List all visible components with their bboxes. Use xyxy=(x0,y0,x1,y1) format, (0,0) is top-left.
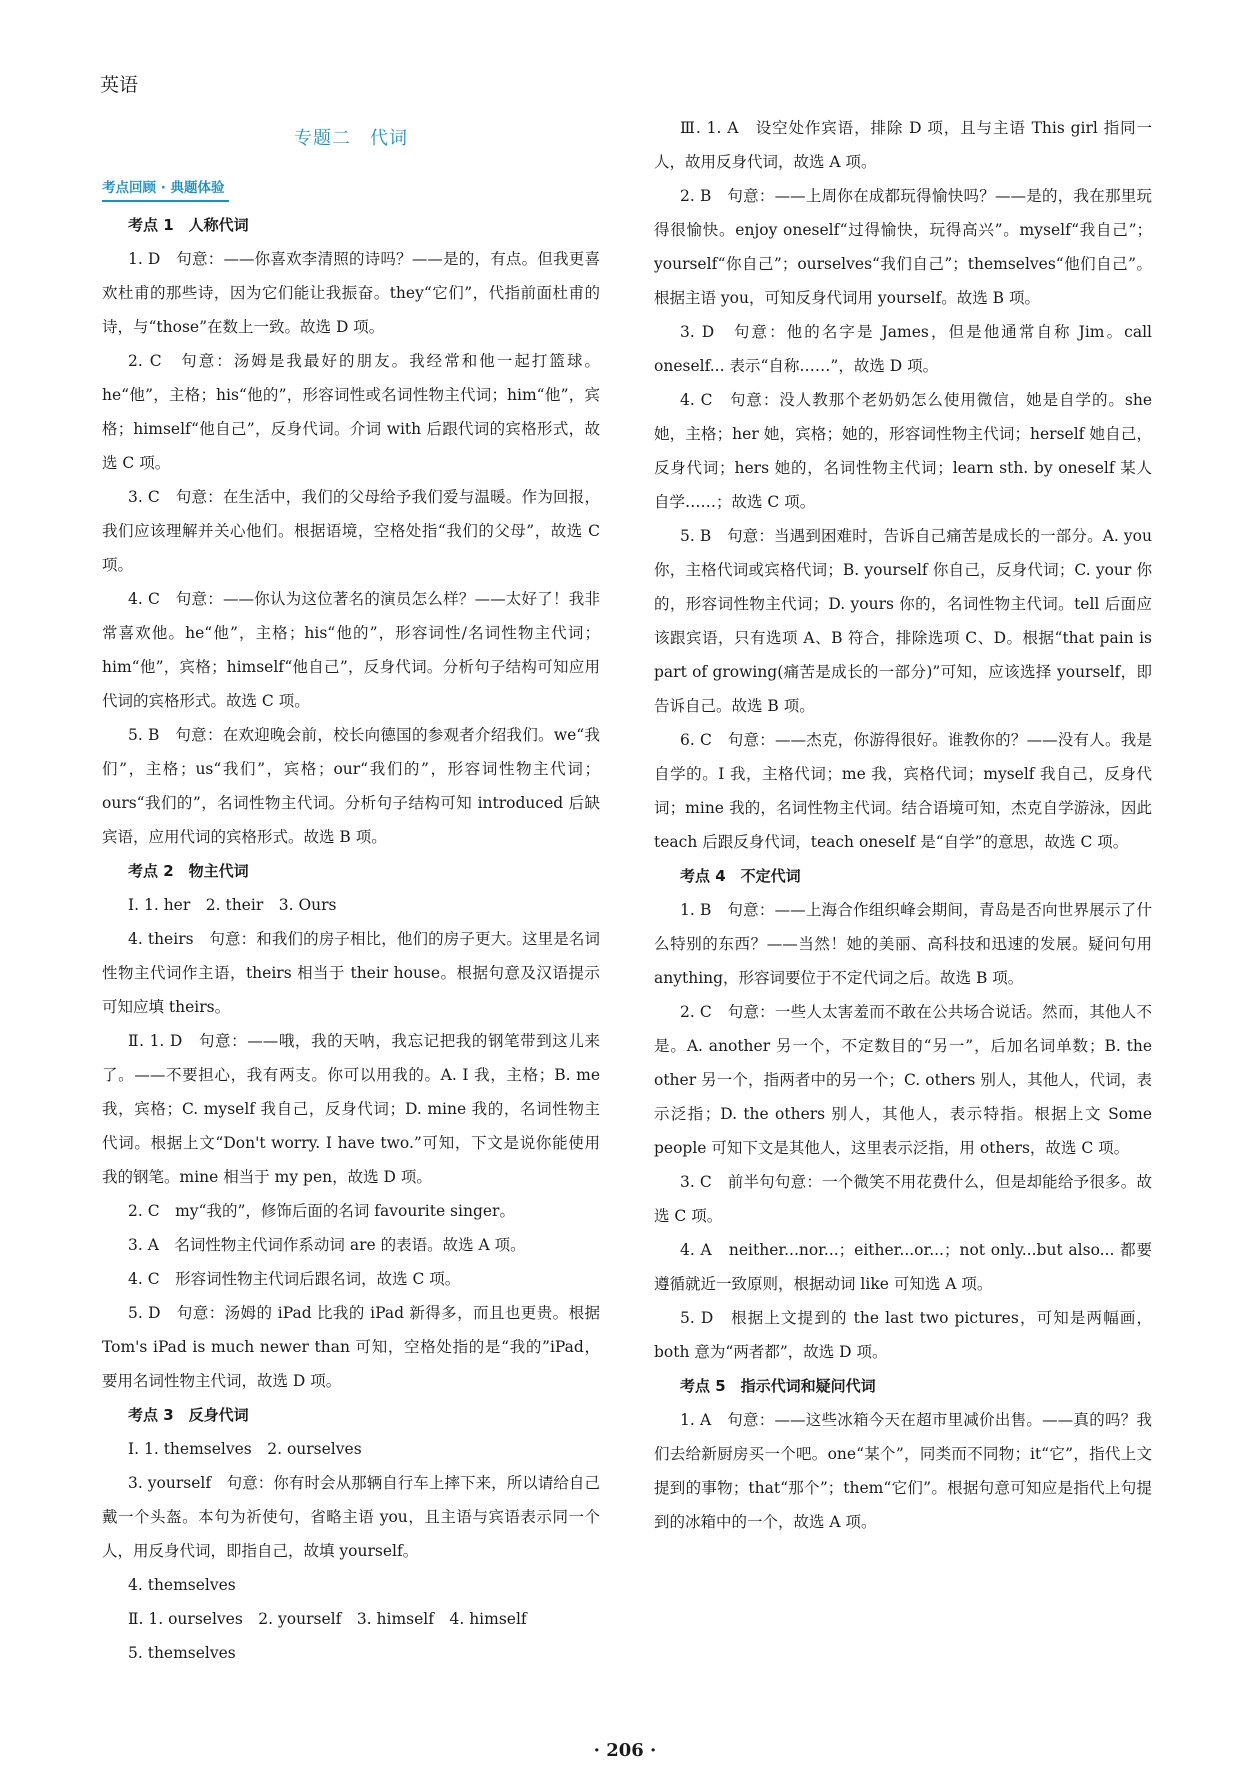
answer-paragraph: 4. A neither...nor...；either...or...；not only...but also... 都要遵循就近一致原则，根据动词 like 可知选 A 项。 xyxy=(654,1241,1152,1293)
topic-heading: 考点 1 人称代词 xyxy=(128,216,249,234)
right-column-body xyxy=(654,111,1152,1539)
left-column-body xyxy=(102,208,600,1670)
answer-paragraph: 2. C my“我的”，修饰后面的名词 favourite singer。 xyxy=(128,1202,515,1220)
answer-paragraph: Ⅰ. 1. her 2. their 3. Ours xyxy=(128,896,337,914)
answer-paragraph: 1. A 句意：——这些冰箱今天在超市里减价出售。——真的吗？我们去给新厨房买一个吧。one“某个”，同类而不同物；it“它”，指代上文提到的事物；that“那个”；them“它们”。根据句意可知应是指代上句提到的冰箱中的一个，故选 A 项。 xyxy=(654,1411,1152,1531)
answer-paragraph: Ⅱ. 1. ourselves 2. yourself 3. himself 4. himself xyxy=(128,1610,527,1628)
answer-paragraph: 4. C 句意：没人教那个老奶奶怎么使用微信，她是自学的。she 她，主格；her 她，宾格；她的，形容词性物主代词；herself 她自己，反身代词；hers 她的，名词性物主代词；learn sth. by oneself 某人自学……；故选 C 项。 xyxy=(654,391,1152,511)
answer-paragraph: 4. C 形容词性物主代词后跟名词，故选 C 项。 xyxy=(128,1270,461,1288)
answer-paragraph: 2. C 句意：汤姆是我最好的朋友。我经常和他一起打篮球。he“他”，主格；his“他的”，形容词性或名词性物主代词；him“他”，宾格；himself“他自己”，反身代词。介词 with 后跟代词的宾格形式，故选 C 项。 xyxy=(102,352,600,472)
answer-paragraph: 1. D 句意：——你喜欢李清照的诗吗？——是的，有点。但我更喜欢杜甫的那些诗，因为它们能让我振奋。they“它们”，代指前面杜甫的诗，与“those”在数上一致。故选 D 项。 xyxy=(102,250,600,336)
answer-paragraph: 4. C 句意：——你认为这位著名的演员怎么样？——太好了！我非常喜欢他。he“他”，主格；his“他的”，形容词性/名词性物主代词；him“他”，宾格；himself“他自己”，反身代词。分析句子结构可知应用代词的宾格形式。故选 C 项。 xyxy=(102,590,600,710)
subject-label: 英语 xyxy=(100,74,139,96)
answer-paragraph: Ⅰ. 1. themselves 2. ourselves xyxy=(128,1440,362,1458)
answer-paragraph: 3. A 名词性物主代词作系动词 are 的表语。故选 A 项。 xyxy=(128,1236,526,1254)
answer-paragraph: 5. themselves xyxy=(128,1644,236,1662)
answer-paragraph: 2. C 句意：一些人太害羞而不敢在公共场合说话。然而，其他人不是。A. another 另一个，不定数目的“另一”，后加名词单数；B. the other 另一个，指两者中的另一个；C. others 别人，其他人，代词，表示泛指；D. the others 别人，其他人，表示特指。根据上文 Some people 可知下文是其他人，这里表示泛指，用 others，故选 C 项。 xyxy=(654,1003,1152,1157)
topic-heading: 考点 2 物主代词 xyxy=(128,862,249,880)
answer-paragraph: 3. C 句意：在生活中，我们的父母给予我们爱与温暖。作为回报，我们应该理解并关心他们。根据语境，空格处指“我们的父母”，故选 C 项。 xyxy=(102,488,600,574)
answer-paragraph: 3. D 句意：他的名字是 James，但是他通常自称 Jim。call oneself... 表示“自称……”，故选 D 项。 xyxy=(654,323,1152,375)
answer-paragraph: 5. D 根据上文提到的 the last two pictures，可知是两幅画，both 意为“两者都”，故选 D 项。 xyxy=(654,1309,1152,1361)
answer-paragraph: 5. B 句意：在欢迎晚会前，校长向德国的参观者介绍我们。we“我们”，主格；us“我们”，宾格；our“我们的”，形容词性物主代词；ours“我们的”，名词性物主代词。分析句子结构可知 introduced 后缺宾语，应用代词的宾格形式。故选 B 项。 xyxy=(102,726,600,846)
section-title: 专题二 代词 xyxy=(294,128,408,149)
topic-heading: 考点 4 不定代词 xyxy=(680,867,801,885)
answer-paragraph: 1. B 句意：——上海合作组织峰会期间，青岛是否向世界展示了什么特别的东西？——当然！她的美丽、高科技和迅速的发展。疑问句用 anything，形容词要位于不定代词之后。故选 B 项。 xyxy=(654,901,1152,987)
page-number: · 206 · xyxy=(593,1740,657,1761)
answer-paragraph: 4. theirs 句意：和我们的房子相比，他们的房子更大。这里是名词性物主代词作主语，theirs 相当于 their house。根据句意及汉语提示可知应填 theirs。 xyxy=(102,930,600,1016)
answer-paragraph: 3. yourself 句意：你有时会从那辆自行车上摔下来，所以请给自己戴一个头盔。本句为祈使句，省略主语 you，且主语与宾语表示同一个人，用反身代词，即指自己，故填 yourself。 xyxy=(102,1474,600,1560)
answer-paragraph: Ⅲ. 1. A 设空处作宾语，排除 D 项，且与主语 This girl 指同一人，故用反身代词，故选 A 项。 xyxy=(654,119,1152,171)
topic-heading: 考点 3 反身代词 xyxy=(128,1406,249,1424)
section-band-label: 考点回顾 · 典题体验 xyxy=(102,177,229,202)
answer-paragraph: 5. D 句意：汤姆的 iPad 比我的 iPad 新得多，而且也更贵。根据 Tom's iPad is much newer than 可知，空格处指的是“我的”iPad，要用名词性物主代词，故选 D 项。 xyxy=(102,1304,600,1390)
answer-paragraph: 3. C 前半句句意：一个微笑不用花费什么，但是却能给予很多。故选 C 项。 xyxy=(654,1173,1152,1225)
right-column xyxy=(654,111,1152,1539)
answer-paragraph: Ⅱ. 1. D 句意：——哦，我的天呐，我忘记把我的钢笔带到这儿来了。——不要担心，我有两支。你可以用我的。A. I 我，主格；B. me 我，宾格；C. myself 我自己，反身代词；D. mine 我的，名词性物主代词。根据上文“Don't worry. I have two.”可知，下文是说你能使用我的钢笔。mine 相当于 my pen，故选 D 项。 xyxy=(102,1032,600,1186)
answer-paragraph: 5. B 句意：当遇到困难时，告诉自己痛苦是成长的一部分。A. you 你，主格代词或宾格代词；B. yourself 你自己，反身代词；C. your 你的，形容词性物主代词；D. yours 你的，名词性物主代词。tell 后面应该跟宾语，只有选项 A、B 符合，排除选项 C、D。根据“that pain is part of growing(痛苦是成长的一部分)”可知，应该选择 yourself，即告诉自己。故选 B 项。 xyxy=(654,527,1152,715)
topic-heading: 考点 5 指示代词和疑问代词 xyxy=(680,1377,876,1395)
answer-paragraph: 4. themselves xyxy=(128,1576,236,1594)
left-column xyxy=(102,110,600,1670)
answer-paragraph: 6. C 句意：——杰克，你游得很好。谁教你的？——没有人。我是自学的。I 我，主格代词；me 我，宾格代词；myself 我自己，反身代词；mine 我的，名词性物主代词。结合语境可知，杰克自学游泳，因此 teach 后跟反身代词，teach oneself 是“自学”的意思，故选 C 项。 xyxy=(654,731,1152,851)
answer-paragraph: 2. B 句意：——上周你在成都玩得愉快吗？——是的，我在那里玩得很愉快。enjoy oneself“过得愉快，玩得高兴”。myself“我自己”；yourself“你自己”；ourselves“我们自己”；themselves“他们自己”。根据主语 you，可知反身代词用 yourself。故选 B 项。 xyxy=(654,187,1152,307)
